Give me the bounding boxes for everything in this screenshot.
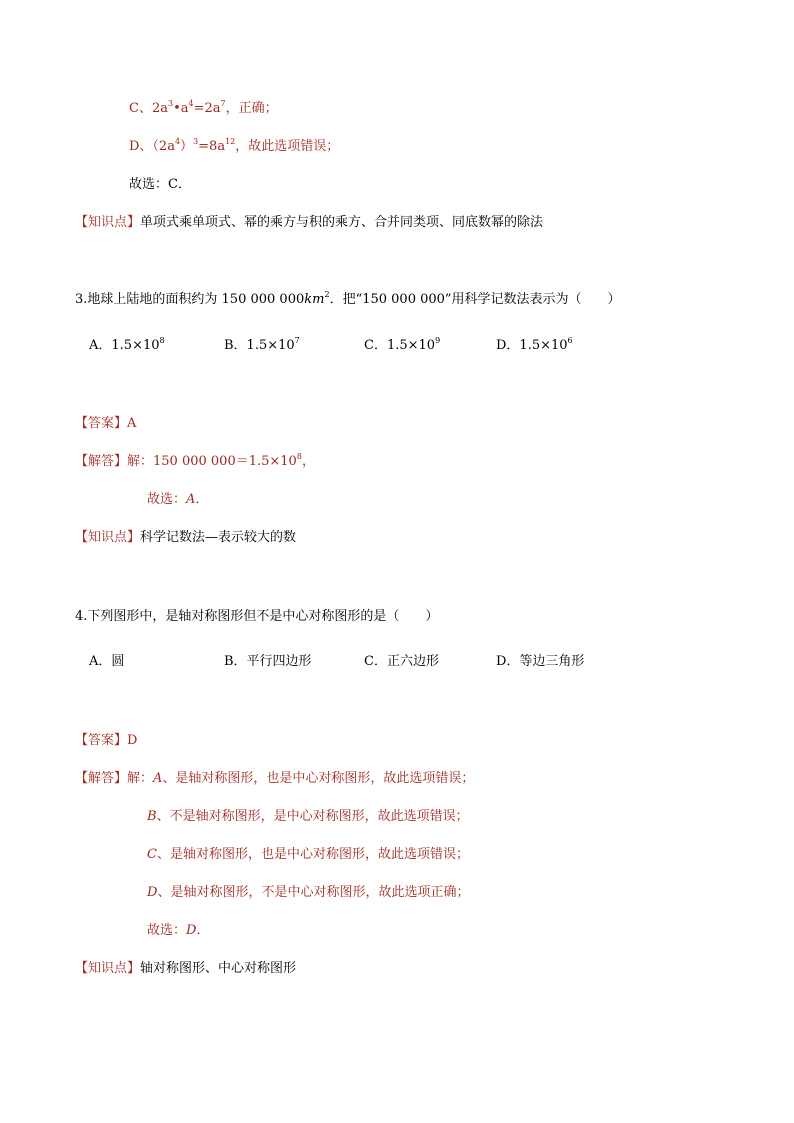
solution-tag: 【解答】 bbox=[75, 454, 128, 469]
conclusion-text: 故选： bbox=[147, 492, 187, 507]
solution-tag: 【解答】 bbox=[75, 771, 128, 786]
answer-value: D bbox=[127, 733, 138, 748]
conclusion-letter: D bbox=[186, 923, 197, 938]
q4-solution-b bbox=[147, 808, 469, 826]
q4-option-a: A．圆 bbox=[89, 654, 125, 669]
knowledge-point-text: 单项式乘单项式、幂的乘方与积的乘方、合并同类项、同底数幂的除法 bbox=[140, 215, 544, 230]
solution-letter: A bbox=[153, 771, 163, 786]
expr-base: 2a bbox=[151, 101, 168, 116]
question-3-stem bbox=[75, 291, 621, 309]
option-c-label: C、 bbox=[129, 101, 152, 116]
question-4-stem: 4.下列图形中，是轴对称图形但不是中心对称图形的是（ ） bbox=[75, 609, 439, 624]
q4-solution-c bbox=[147, 846, 469, 864]
q3-knowledge-point bbox=[75, 529, 296, 547]
option-label: B．1.5×10 bbox=[224, 338, 295, 353]
stem-text: ．把“150 000 000”用科学记数法表示为（ ） bbox=[329, 292, 621, 307]
solution-text: 、是轴对称图形，也是中心对称图形，故此选项错误； bbox=[156, 847, 469, 862]
q4-option-c: C．正六边形 bbox=[364, 654, 439, 669]
q4-option-b: B．平行四边形 bbox=[224, 654, 312, 669]
q3-answer bbox=[75, 415, 136, 433]
q3-solution bbox=[75, 453, 315, 471]
q4-answer bbox=[75, 732, 137, 750]
expr-mid: •a bbox=[173, 101, 189, 116]
exponent: 4 bbox=[174, 136, 181, 146]
stem-unit: km bbox=[304, 292, 325, 307]
answer-tag: 【答案】 bbox=[75, 733, 128, 748]
q4-solution-d bbox=[147, 884, 469, 902]
exponent: 2 bbox=[324, 289, 330, 299]
q3-option-b bbox=[224, 337, 300, 355]
exponent: 9 bbox=[435, 335, 441, 345]
prev-conclusion: 故选：C． bbox=[129, 177, 191, 192]
solution-text: 解：150 000 000＝1.5×10 bbox=[127, 454, 297, 469]
solution-text: 、是轴对称图形，也是中心对称图形，故此选项错误； bbox=[162, 771, 475, 786]
exponent: 4 bbox=[188, 98, 194, 108]
solution-letter: B bbox=[147, 809, 157, 824]
solution-text: 、不是轴对称图形，是中心对称图形，故此选项错误； bbox=[156, 809, 469, 824]
option-label: A．1.5×10 bbox=[89, 338, 160, 353]
option-d-label: D、（2a bbox=[129, 139, 175, 154]
expr-tail: ，正确； bbox=[225, 101, 278, 116]
q4-conclusion bbox=[147, 922, 209, 940]
expr-close: ） bbox=[180, 139, 194, 154]
solution-text: 、是轴对称图形，不是中心对称图形，故此选项正确； bbox=[157, 885, 470, 900]
q3-option-c bbox=[364, 337, 440, 355]
solution-tail: ， bbox=[301, 454, 315, 469]
solution-prefix: 解： bbox=[127, 771, 154, 786]
prev-option-c-line bbox=[129, 100, 278, 118]
expr-tail: ，故此选项错误； bbox=[235, 139, 340, 154]
prev-knowledge-point bbox=[75, 214, 543, 232]
q4-option-d: D．等边三角形 bbox=[496, 654, 585, 669]
exponent: 3 bbox=[167, 98, 174, 108]
exponent: 12 bbox=[225, 136, 236, 146]
exponent: 8 bbox=[296, 451, 302, 461]
q4-solution-first bbox=[75, 770, 474, 788]
q3-option-d bbox=[496, 337, 573, 355]
expr-eq: =2a bbox=[193, 101, 221, 116]
conclusion-text: 故选： bbox=[147, 923, 187, 938]
conclusion-post: ． bbox=[195, 492, 209, 507]
exponent: 8 bbox=[159, 335, 165, 345]
solution-letter: C bbox=[147, 847, 157, 862]
answer-value: A bbox=[127, 416, 137, 431]
exponent: 7 bbox=[294, 335, 300, 345]
knowledge-point-tag: 【知识点】 bbox=[75, 530, 141, 545]
q3-conclusion bbox=[147, 491, 208, 509]
exponent: 6 bbox=[567, 335, 573, 345]
solution-letter: D bbox=[147, 885, 158, 900]
exponent: 3 bbox=[193, 136, 199, 146]
q3-option-a bbox=[89, 337, 165, 355]
knowledge-point-text: 轴对称图形、中心对称图形 bbox=[140, 961, 297, 976]
prev-option-d-line bbox=[129, 138, 339, 156]
q4-knowledge-point bbox=[75, 960, 296, 978]
expr-eq: =8a bbox=[198, 139, 226, 154]
conclusion-letter: A bbox=[186, 492, 196, 507]
option-label: C．1.5×10 bbox=[364, 338, 436, 353]
knowledge-point-text: 科学记数法—表示较大的数 bbox=[140, 530, 297, 545]
option-label: D．1.5×10 bbox=[496, 338, 568, 353]
exponent: 7 bbox=[220, 98, 226, 108]
conclusion-post: ． bbox=[196, 923, 210, 938]
knowledge-point-tag: 【知识点】 bbox=[75, 215, 141, 230]
stem-text: 3.地球上陆地的面积约为 150 000 000 bbox=[75, 292, 305, 307]
knowledge-point-tag: 【知识点】 bbox=[75, 961, 141, 976]
answer-tag: 【答案】 bbox=[75, 416, 128, 431]
